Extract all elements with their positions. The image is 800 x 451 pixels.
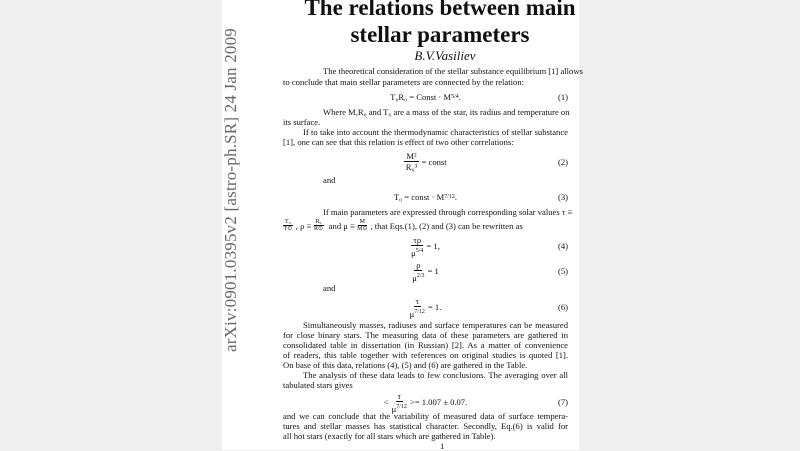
eq-text: . — [458, 92, 461, 102]
base: μ — [409, 308, 415, 319]
paragraph-line: tabulated stars gives — [283, 380, 353, 390]
denominator — [412, 271, 424, 283]
paragraph-line — [283, 219, 568, 232]
paragraph-line: for close binary stars. The measuring data of these parameters are gathered in — [283, 330, 568, 340]
numerator: M — [359, 219, 365, 225]
fraction — [412, 260, 424, 283]
equation-6 — [283, 296, 568, 319]
paragraph-line: and — [323, 175, 336, 185]
eq-text: >= 1.007 ± 0.07. — [409, 397, 468, 408]
author: B.V.Vasiliev — [414, 48, 476, 63]
arxiv-stamp: arXiv:0901.0395v2 [astro-ph.SR] 24 Jan 2009 — [221, 27, 240, 353]
numerator: R₀ — [315, 219, 322, 225]
numerator: τ — [415, 296, 419, 306]
eq-exp: 7/12 — [414, 309, 425, 315]
eq-text: T₀ = const · M — [393, 192, 445, 202]
numerator: T₀ — [285, 219, 291, 225]
eq-text: = 1. — [427, 302, 442, 313]
eq-text: = 1, — [426, 241, 440, 252]
paragraph-line: Where M,R₀ and T₀ are a mass of the star, its radius and temperature on — [323, 107, 570, 117]
numerator: M² — [406, 151, 417, 161]
paragraph-line: tures and stellar masses has statistical character. Secondly, Eq.(6) is valid for — [283, 421, 568, 431]
eq-exp: 5/4 — [415, 248, 424, 254]
fraction — [314, 219, 324, 232]
paragraph-line: and we can conclude that the variability of measured data of surface tempera- — [283, 411, 568, 421]
denominator: T⊙ — [283, 226, 293, 232]
denominator: R₀³ — [405, 162, 418, 172]
equation-3 — [283, 192, 568, 202]
paragraph-line: [1], one can see that this relation is effect of two other correlations: — [283, 137, 514, 147]
paragraph-line: On base of this data, relations (4), (5) and (6) are gathered in the Table. — [283, 360, 528, 370]
paragraph-line: If to take into account the thermodynamic characteristics of stellar substance — [303, 127, 568, 137]
paragraph-line: Simultaneously masses, radiuses and surface temperatures can be measured — [303, 320, 568, 330]
text: and μ ≡ — [326, 220, 358, 231]
paragraph-line: its surface. — [283, 117, 321, 127]
numerator: ρ — [416, 260, 421, 270]
paragraph-line: to conclude that main stellar parameters are connected by the relation: — [283, 77, 524, 87]
equation-number: (7) — [557, 397, 568, 408]
equation-1 — [283, 92, 568, 102]
equation-number: (3) — [557, 192, 568, 202]
numerator: τρ — [413, 235, 422, 245]
equation-4 — [283, 235, 568, 258]
title-line-1: The relations between main — [304, 0, 576, 20]
base: μ — [411, 247, 416, 258]
equation-number: (4) — [557, 241, 568, 252]
eq-text: T₀R₀ = Const · M — [390, 92, 452, 102]
equation-number: (2) — [557, 156, 568, 167]
title-line-2: stellar parameters — [350, 22, 530, 47]
paragraph-line: and — [323, 283, 336, 293]
equation-2 — [283, 151, 568, 172]
eq-text: = const — [421, 156, 447, 167]
eq-exp: 5/4 — [451, 94, 459, 100]
paragraph-line: consolidated table in dissertation (in Russian) [2]. As a matter of convenience — [283, 340, 568, 350]
fraction — [404, 151, 418, 172]
fraction — [283, 219, 293, 232]
paragraph-line: The theoretical consideration of the stellar substance equilibrium [1] allows — [323, 66, 583, 76]
eq-exp: 7/12 — [444, 194, 455, 200]
text: , that Eqs.(1), (2) and (3) can be rewritten as — [370, 220, 523, 231]
eq-text: . — [454, 192, 458, 202]
denominator: M⊙ — [357, 226, 368, 232]
paragraph-line: The analysis of these data leads to few conclusions. The averaging over all — [303, 370, 568, 380]
fraction — [410, 296, 425, 319]
equation-number: (1) — [557, 92, 568, 102]
numerator: τ — [397, 391, 401, 401]
text: , ρ ≡ — [295, 220, 314, 231]
denominator: R⊙ — [314, 226, 324, 232]
eq-exp: 7/12 — [396, 404, 407, 410]
paragraph-line: of readers, this table together with references on original studies is quoted [1]. — [283, 350, 568, 360]
eq-exp: 2/3 — [416, 273, 425, 279]
base: μ — [391, 403, 397, 414]
base: μ — [412, 272, 417, 283]
equation-number: (5) — [557, 266, 568, 277]
page-number: 1 — [440, 441, 445, 451]
eq-text: = 1 — [427, 266, 439, 277]
fraction — [357, 219, 367, 232]
denominator — [410, 307, 425, 319]
paragraph-line: all hot stars (exactly for all stars which are gathered in Table). — [283, 431, 496, 441]
paragraph-line: If main parameters are expressed through corresponding solar values τ ≡ — [323, 207, 573, 217]
equation-5 — [283, 260, 568, 283]
equation-number: (6) — [557, 302, 568, 313]
denominator — [411, 246, 423, 258]
eq-text: < — [383, 397, 389, 408]
fraction — [411, 235, 423, 258]
